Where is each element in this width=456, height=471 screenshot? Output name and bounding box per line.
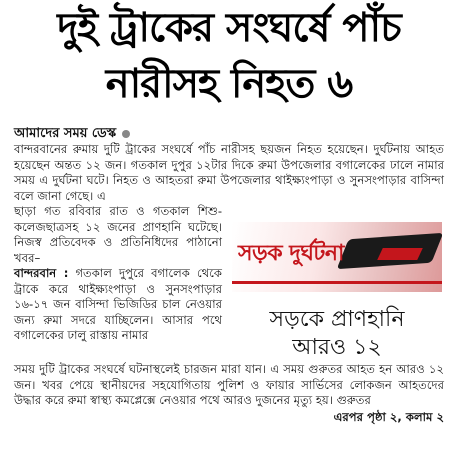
byline-text: আমাদের সময় ডেস্ক — [14, 126, 117, 141]
sub-headline — [270, 306, 405, 362]
tail-paragraph: সময় দুটি ট্রাকের সংঘর্ষে ঘটনাস্থলেই চারজন মারা যান। এ সময় গুরুতর আহত হন আরও ১২ জন। খবর পেয়ে স্থানীয়দের সহযোগিতায় পুলিশ ও ফায়ার সার্ভিসের লোকজন আহতদের উদ্ধার করে রুমা স্বাস্থ্য কমপ্লেক্সে নেওয়ার পথে আরও দুজনের মৃত্যু হয়। গুরুতর — [14, 362, 444, 407]
banner-text: সড়ক দুর্ঘটনা — [238, 241, 344, 266]
byline — [14, 126, 444, 142]
two-column-section — [14, 204, 444, 362]
headline-line-2: নারীসহ নিহত ৬ — [105, 61, 353, 107]
lead-paragraph — [14, 142, 444, 204]
left-column-para-1: ছাড়া গত রবিবার রাত ও গতকাল শিশু-কলেজছাত্রসহ ১২ জনের প্রাণহানি ঘটেছে। নিজস্ব প্রতিবেদক ও প্রতিনিধিদের পাঠানো খবর– — [14, 204, 222, 265]
sub-headline-line-1: সড়কে প্রাণহানি — [269, 307, 405, 332]
banner-accent-shape — [377, 248, 423, 260]
banner-rule — [232, 281, 442, 284]
sub-headline-line-2: আরও ১২ — [292, 335, 382, 360]
left-column-para-2 — [14, 266, 222, 344]
left-column-para-2-text: গতকাল দুপুরে বগালেক থেকে ট্রাকে করে থাইক্ষ্যংপাড়া ও সুনসংপাড়ার ১৬-১৭ জন বাসিন্দা ভিজিডির চাল নেওয়ার জন্য রুমা সদরে যাচ্ছিলেন। আসার পথে বগালেকের ঢালু রাস্তায় নামার — [14, 266, 223, 342]
headline — [14, 4, 444, 108]
bullet-icon — [122, 130, 130, 138]
lead-paragraph-text: বান্দরবানের রুমায় দুটি ট্রাকের সংঘর্ষে পাঁচ নারীসহ ছয়জন নিহত হয়েছেন। দুর্ঘটনায় আহত হয়েছেন অন্তত ১২ জন। গতকাল দুপুর ১২টার দিকে রুমা উপজেলার বগালেকের ঢালে নামার সময় এ দুর্ঘটনা ঘটে। নিহত ও আহতরা রুমা উপজেলার থাইক্ষ্যংপাড়া ও সুনসংপাড়ার বাসিন্দা বলে জানা গেছে। এ — [14, 142, 444, 203]
left-column — [14, 204, 222, 362]
headline-line-1: দুই ট্রাকের সংঘর্ষে পাঁচ — [57, 5, 401, 51]
news-clipping — [0, 4, 456, 471]
dateline: বান্দরবান : — [14, 266, 69, 280]
road-accident-banner — [232, 222, 442, 292]
side-panel — [230, 204, 444, 362]
continuation-note: এরপর পৃষ্ঠা ২, কলাম ২ — [333, 409, 444, 424]
